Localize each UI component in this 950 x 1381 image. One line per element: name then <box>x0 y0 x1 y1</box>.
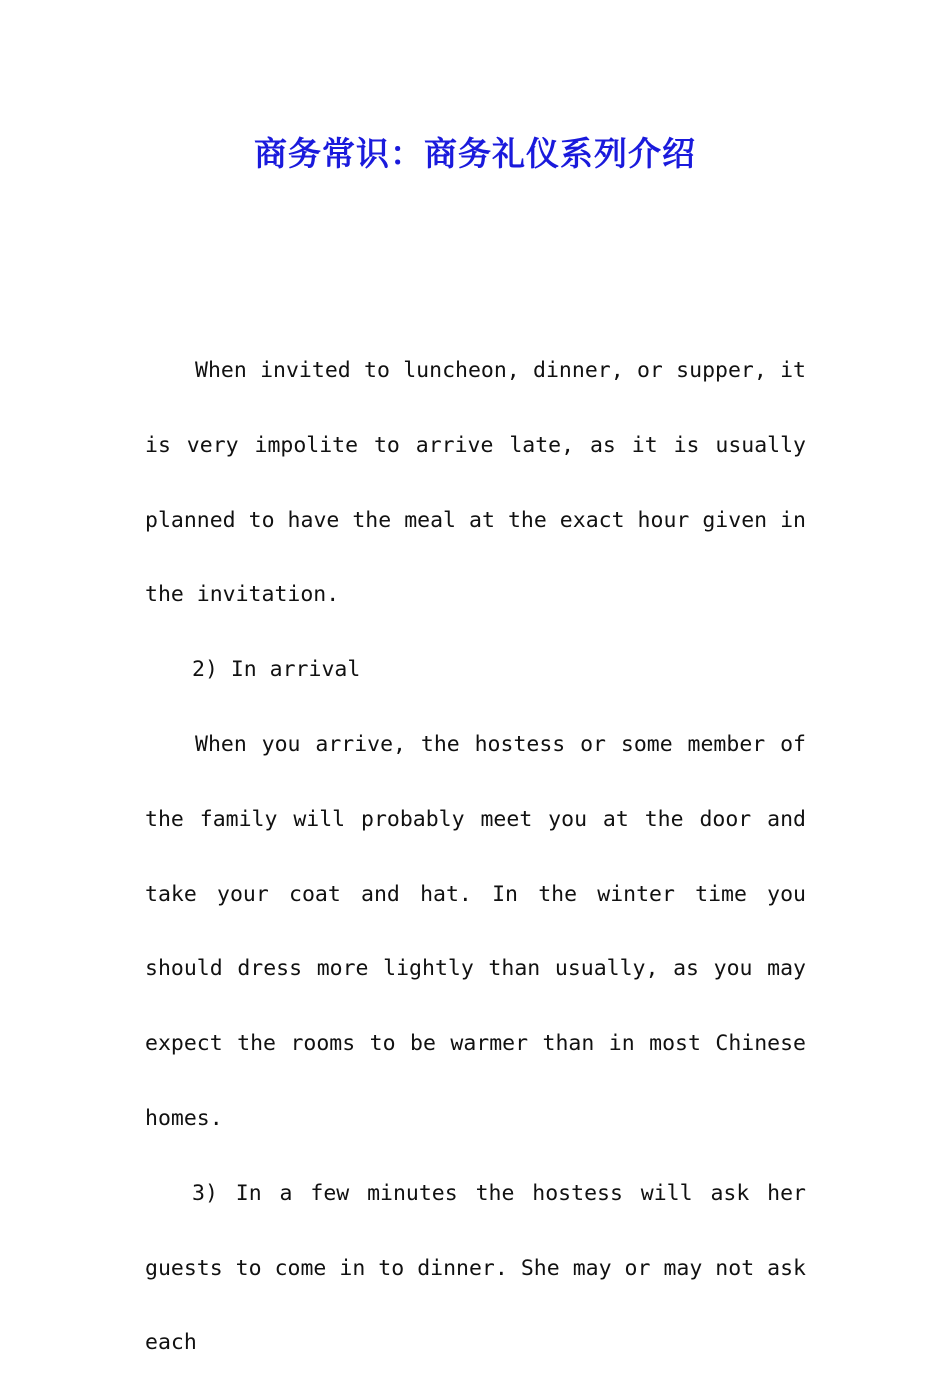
document-title: 商务常识：商务礼仪系列介绍 <box>254 134 696 173</box>
paragraph-invitation-punctuality: When invited to luncheon, dinner, or supper, it is very impolite to arrive late, as it is usually planned to have the meal at the exact hour given in the invitation. <box>145 358 806 608</box>
section-heading-arrival: 2) In arrival <box>192 657 361 683</box>
paragraph-arrival: When you arrive, the hostess or some member of the family will probably meet you at the door and take your coat and hat. In the winter time you should dress more lightly than usually, as you may expect the rooms to be warmer than in most Chinese homes. <box>145 731 806 1131</box>
paragraph-dinner-call: 3) In a few minutes the hostess will ask her guests to come in to dinner. She may or may not ask each <box>145 1180 806 1356</box>
document-body <box>145 334 806 1381</box>
